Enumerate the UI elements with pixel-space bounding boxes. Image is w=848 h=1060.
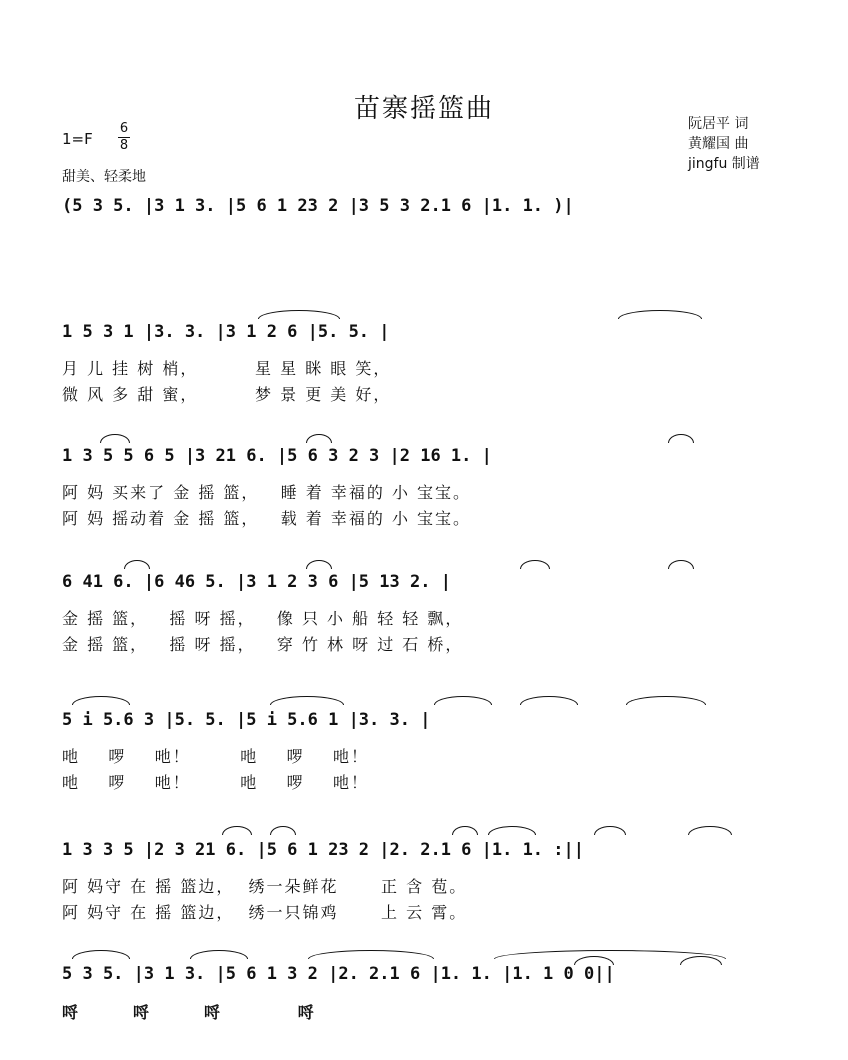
song-title: 苗寨摇篮曲 [353,94,494,124]
tie-mark [688,826,732,835]
tie-mark [100,434,130,443]
tie-mark [270,696,344,705]
tie-mark [222,826,252,835]
tie-mark [594,826,626,835]
notation-line: 1 3 5 5 6 5 |3 21 6. |5 6 3 2 3 |2 16 1. | [62,446,492,466]
tie-mark [308,950,434,959]
notation-line: 1 3 3 5 |2 3 21 6. |5 6 1 23 2 |2. 2.1 6 |1. 1. :|| [62,840,584,860]
tie-mark [520,696,578,705]
lyric-verse-2: 金 摇 篮， 摇 呀 摇， 穿 竹 林 呀 过 石 桥， [62,635,464,654]
tie-mark [434,696,492,705]
lyric-verse-1: 阿 妈 买来了 金 摇 篮， 睡 着 幸福的 小 宝宝。 [62,483,472,502]
tie-mark [488,826,536,835]
tie-mark [306,560,332,569]
lyricist-credit: 阮居平 词 [688,116,749,132]
tie-mark [452,826,478,835]
tie-mark [258,310,340,319]
system-5 [0,840,848,922]
tie-mark [520,560,550,569]
composer-credit: 黄耀国 曲 [688,136,749,152]
notation-line: (5 3 5. |3 1 3. |5 6 1 23 2 |3 5 3 2.1 6 |1. 1. )| [62,196,574,216]
time-signature [118,122,130,153]
system-3 [0,572,848,654]
transcriber-credit: jingfu 制谱 [688,156,760,172]
system-1 [0,322,848,404]
tie-mark [618,310,702,319]
tie-mark [270,826,296,835]
tie-mark [306,434,332,443]
tie-mark [190,950,248,959]
notation-line: 5 i 5.6 3 |5. 5. |5 i 5.6 1 |3. 3. | [62,710,431,730]
lyric-verse-1: 哷 哷 哷 哷 [62,1003,316,1022]
system-4 [0,710,848,792]
key-signature: 1=F [62,130,93,148]
lyric-verse-1: 金 摇 篮， 摇 呀 摇， 像 只 小 船 轻 轻 飘， [62,609,464,628]
credits [688,114,760,174]
meter-bottom: 8 [119,138,129,153]
meter-top: 6 [119,121,129,136]
tie-mark [626,696,706,705]
tie-mark [668,560,694,569]
system-2 [0,446,848,528]
notation-line: 6 41 6. |6 46 5. |3 1 2 3 6 |5 13 2. | [62,572,451,592]
notation-line: 5 3 5. |3 1 3. |5 6 1 3 2 |2. 2.1 6 |1. 1. |1. 1 0 0|| [62,964,615,984]
notation-line: 1 5 3 1 |3. 3. |3 1 2 6 |5. 5. | [62,322,390,342]
lyric-verse-1: 月 儿 挂 树 梢， 星 星 眯 眼 笑， [62,359,392,378]
tie-mark [124,560,150,569]
system-6 [0,964,848,1022]
system-intro [0,196,848,236]
lyric-verse-2: 吔 啰 吔！ 吔 啰 吔！ [62,773,369,792]
tie-mark [72,950,130,959]
lyric-verse-2: 阿 妈守 在 摇 篮边， 绣一只锦鸡 上 云 霄。 [62,903,468,922]
tempo-marking: 甜美、轻柔地 [62,169,146,185]
tie-mark [72,696,130,705]
tie-mark [668,434,694,443]
lyric-verse-1: 吔 啰 吔！ 吔 啰 吔！ [62,747,369,766]
lyric-verse-2: 微 风 多 甜 蜜， 梦 景 更 美 好， [62,385,392,404]
lyric-verse-2: 阿 妈 摇动着 金 摇 篮， 载 着 幸福的 小 宝宝。 [62,509,472,528]
lyric-verse-1: 阿 妈守 在 摇 篮边， 绣一朵鲜花 正 含 苞。 [62,877,468,896]
